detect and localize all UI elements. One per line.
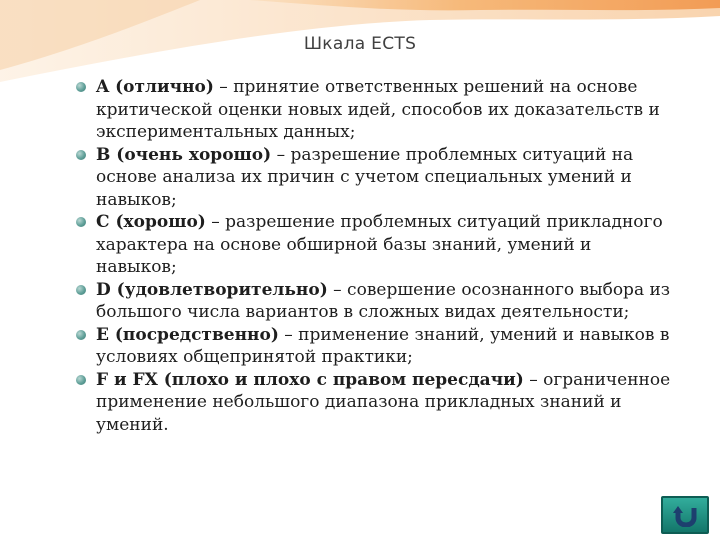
grade-description: – ограниченное применение небольшого диапазона прикладных знаний и умений. xyxy=(96,369,671,435)
grade-term: F и FX (плохо и плохо с правом пересдачи) xyxy=(96,369,524,390)
bullet-icon xyxy=(76,330,86,340)
grade-item-f-fx xyxy=(76,369,676,437)
u-turn-return-icon xyxy=(673,505,699,527)
bullet-icon xyxy=(76,150,86,160)
bullet-icon xyxy=(76,375,86,385)
bullet-icon xyxy=(76,217,86,227)
grade-term: C (хорошо) xyxy=(96,212,206,232)
grade-term: A (отлично) xyxy=(96,77,214,97)
grade-term: D (удовлетворительно) xyxy=(96,279,328,300)
grade-description: – применение знаний, умений и навыков в условиях общепринятой практики; xyxy=(96,324,670,367)
bullet-icon xyxy=(76,285,86,295)
grade-item-e xyxy=(76,324,676,369)
grade-list xyxy=(76,76,676,436)
grade-description: – разрешение проблемных ситуаций прикладного характера на основе обширной базы знаний, умений и навыков; xyxy=(96,212,663,277)
slide-title: Шкала ECTS xyxy=(303,34,417,54)
return-button[interactable] xyxy=(661,496,709,534)
grade-term: B (очень хорошо) xyxy=(96,144,272,165)
grade-item-a xyxy=(76,76,676,144)
grade-item-c xyxy=(76,211,676,279)
grade-description: – принятие ответственных решений на основе критической оценки новых идей, способов их доказательств и экспериментальных данных; xyxy=(96,77,660,142)
grade-description: – разрешение проблемных ситуаций на основе анализа их причин с учетом специальных умений и навыков; xyxy=(96,144,634,210)
grade-description: – совершение осознанного выбора из большого числа вариантов в сложных видах деятельности; xyxy=(96,279,671,322)
grade-term: E (посредственно) xyxy=(96,324,279,345)
grade-item-d xyxy=(76,279,676,324)
grade-item-b xyxy=(76,144,676,212)
bullet-icon xyxy=(76,82,86,92)
